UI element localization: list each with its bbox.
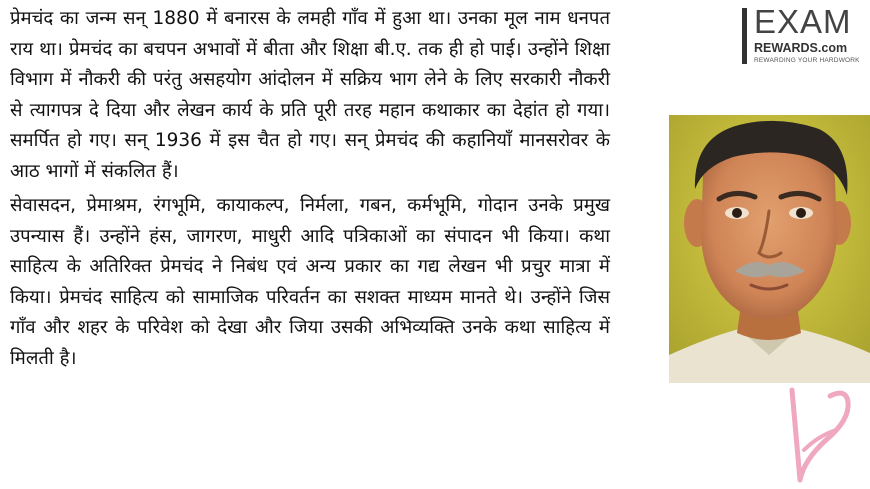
- exam-rewards-logo: [740, 3, 866, 70]
- logo-exam-text: EXAM: [754, 3, 852, 40]
- pen-mark-icon: [770, 380, 870, 489]
- logo-rewards-text: REWARDS.com: [754, 41, 848, 55]
- biography-text: [10, 4, 610, 374]
- logo-tagline: REWARDING YOUR HARDWORK: [754, 57, 860, 64]
- logo-bar: [742, 8, 747, 64]
- paragraph-works: सेवासदन, प्रेमाश्रम, रंगभूमि, कायाकल्प, निर्मला, गबन, कर्मभूमि, गोदान उनके प्रमुख उपन्यास हैं। उन्होंने हंस, जागरण, माधुरी आदि पत्रिकाओं का संपादन भी किया। कथा साहित्य के अतिरिक्त प्रेमचंद ने निबंध एवं अन्य प्रकार का गद्य लेखन भी प्रचुर मात्रा में किया। प्रेमचंद साहित्य को सामाजिक परिवर्तन का सशक्त माध्यम मानते थे। उन्होंने जिस गाँव और शहर के परिवेश को देखा और जिया उसकी अभिव्यक्ति उनके कथा साहित्य में मिलती है।: [10, 195, 610, 369]
- paragraph-early-life: प्रेमचंद का जन्म सन् 1880 में बनारस के लमही गाँव में हुआ था। उनका मूल नाम धनपत राय था। प्रेमचंद का बचपन अभावों में बीता और शिक्षा बी.ए. तक ही हो पाई। उन्होंने शिक्षा विभाग में नौकरी की परंतु असहयोग आंदोलन में सक्रिय भाग लेने के लिए सरकारी नौकरी से त्यागपत्र दे दिया और लेखन कार्य के प्रति पूरी तरह महान कथाकार का देहांत हो गया। समर्पित हो गए। सन् 1936 में इस चैत हो गए। सन् प्रेमचंद की कहानियाँ मानसरोवर के आठ भागों में संकलित हैं।: [10, 8, 610, 182]
- author-portrait: [669, 115, 870, 383]
